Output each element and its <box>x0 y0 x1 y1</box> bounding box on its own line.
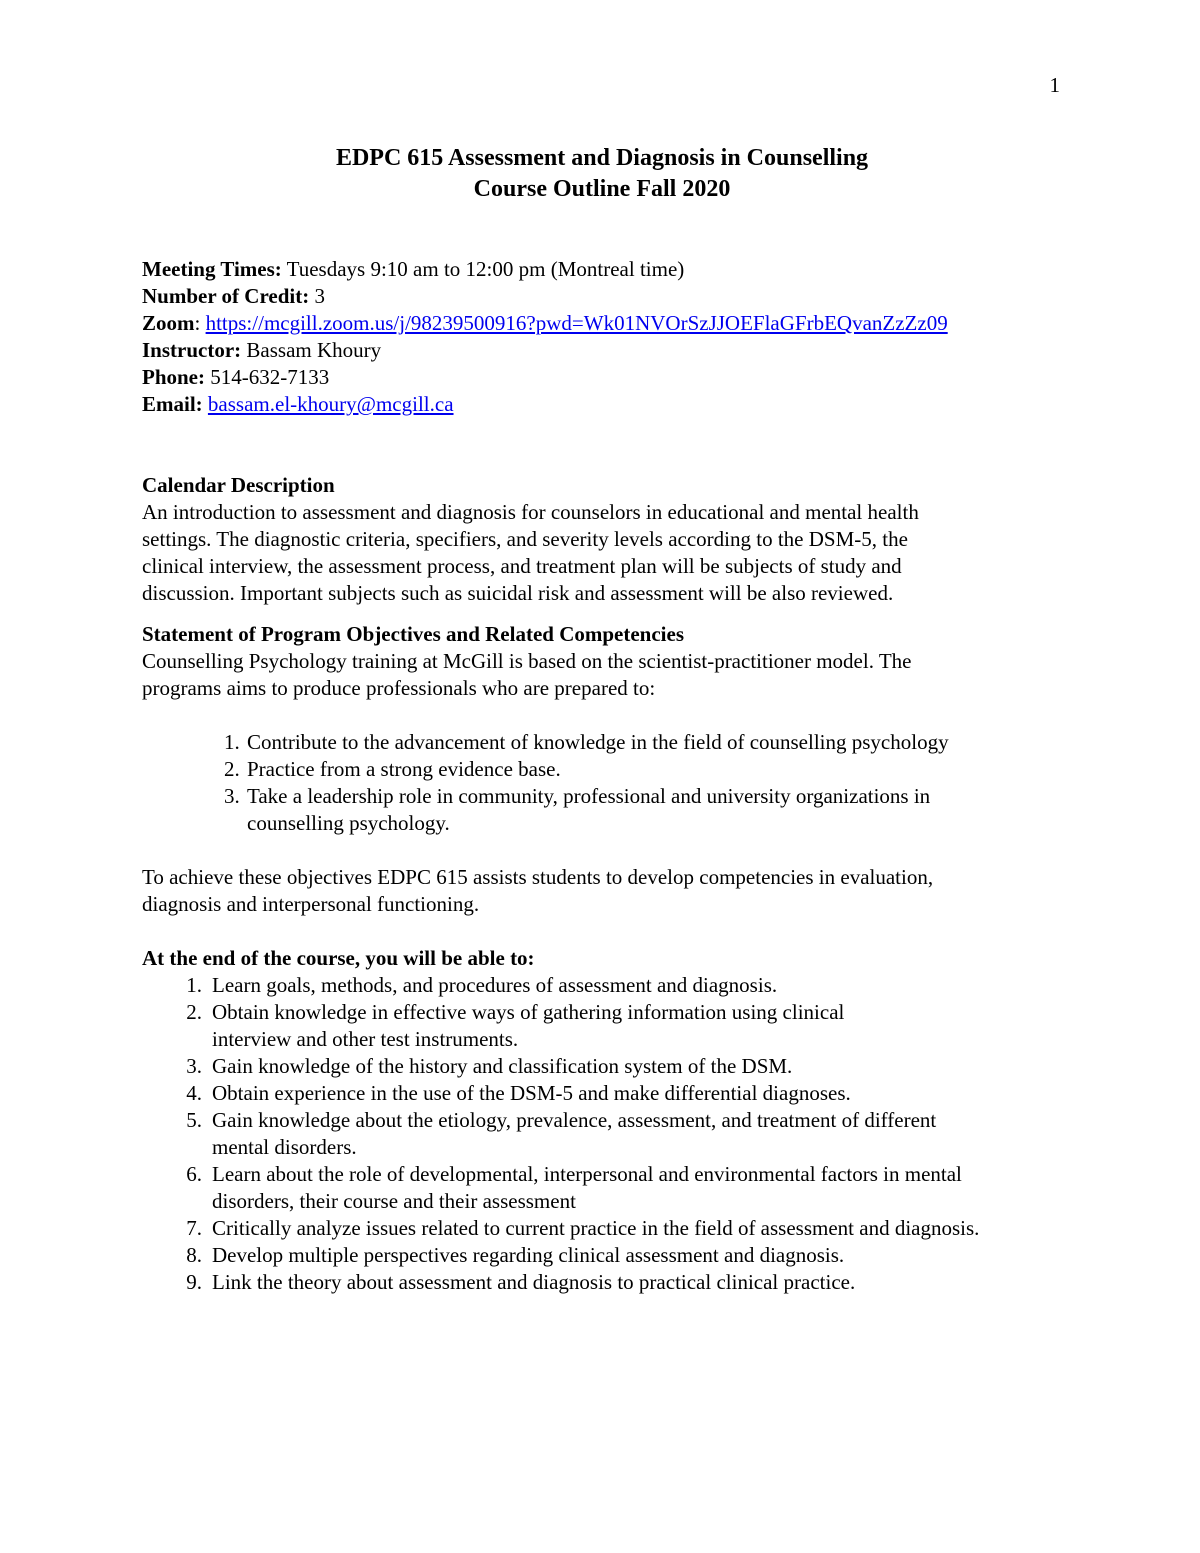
objectives-intro <box>142 648 1062 702</box>
list-item-text: Link the theory about assessment and diagnosis to practical clinical practice. <box>212 1270 856 1294</box>
list-item-text: Learn goals, methods, and procedures of assessment and diagnosis. <box>212 973 778 997</box>
list-item <box>142 1242 1062 1269</box>
list-item <box>142 1161 1062 1215</box>
list-item-text: Gain knowledge of the history and classification system of the DSM. <box>212 1054 793 1078</box>
objectives-intro-line: programs aims to produce professionals who are prepared to: <box>142 676 656 700</box>
title-line-1: EDPC 615 Assessment and Diagnosis in Counselling <box>335 145 869 171</box>
email-label: Email: <box>142 392 203 416</box>
objectives-closing-line: diagnosis and interpersonal functioning. <box>142 892 480 916</box>
list-item <box>142 972 1062 999</box>
list-item-text: interview and other test instruments. <box>212 1027 519 1051</box>
list-number: 7. <box>186 1216 202 1240</box>
list-item-text: Develop multiple perspectives regarding clinical assessment and diagnosis. <box>212 1243 845 1267</box>
list-number: 2. <box>224 757 240 781</box>
credit-value: 3 <box>309 284 325 308</box>
meeting-times-label: Meeting Times: <box>142 257 282 281</box>
list-number: 3. <box>186 1054 202 1078</box>
list-number: 5. <box>186 1108 202 1132</box>
list-number: 8. <box>186 1243 202 1267</box>
list-item-text: Practice from a strong evidence base. <box>247 757 561 781</box>
zoom-separator: : <box>194 311 206 335</box>
list-item-text: counselling psychology. <box>247 811 450 835</box>
calendar-line: discussion. Important subjects such as suicidal risk and assessment will be also reviewed. <box>142 581 894 605</box>
objectives-intro-line: Counselling Psychology training at McGill is based on the scientist-practitioner model. The <box>142 649 912 673</box>
email-link[interactable]: bassam.el-khoury@mcgill.ca <box>207 392 454 416</box>
calendar-line: clinical interview, the assessment process, and treatment plan will be subjects of study and <box>142 554 902 578</box>
list-item <box>142 1080 1062 1107</box>
document-title <box>0 143 1200 205</box>
list-item <box>142 1215 1062 1242</box>
list-item-text: Gain knowledge about the etiology, prevalence, assessment, and treatment of different <box>212 1108 937 1132</box>
email-line <box>142 391 1062 418</box>
list-item <box>142 783 1062 837</box>
instructor-label: Instructor: <box>142 338 242 362</box>
list-item-text: Critically analyze issues related to current practice in the field of assessment and diagnosis. <box>212 1216 980 1240</box>
objectives-closing-line: To achieve these objectives EDPC 615 assists students to develop competencies in evaluation, <box>142 865 934 889</box>
list-item-text: Obtain knowledge in effective ways of gathering information using clinical <box>212 1000 845 1024</box>
zoom-line <box>142 310 1062 337</box>
page-number: 1 <box>1049 73 1060 97</box>
objectives-closing <box>142 864 1062 918</box>
instructor-line <box>142 337 1062 364</box>
list-number: 9. <box>186 1270 202 1294</box>
outcomes-list <box>142 972 1062 1296</box>
list-item <box>142 756 1062 783</box>
objectives-heading: Statement of Program Objectives and Related Competencies <box>142 622 684 646</box>
list-number: 6. <box>186 1162 202 1186</box>
list-item <box>142 1053 1062 1080</box>
list-number: 4. <box>186 1081 202 1105</box>
list-number: 2. <box>186 1000 202 1024</box>
list-item-text: disorders, their course and their assessment <box>212 1189 576 1213</box>
document-body <box>142 256 1062 1296</box>
instructor-value: Bassam Khoury <box>241 338 382 362</box>
title-line-2: Course Outline Fall 2020 <box>473 176 731 202</box>
calendar-description-heading: Calendar Description <box>142 473 335 497</box>
phone-line <box>142 364 1062 391</box>
calendar-line: An introduction to assessment and diagnosis for counselors in educational and mental health <box>142 500 919 524</box>
list-item <box>142 1107 1062 1161</box>
credit-line <box>142 283 1062 310</box>
list-item <box>142 999 1062 1053</box>
zoom-label: Zoom <box>142 311 195 335</box>
list-item-text: Learn about the role of developmental, interpersonal and environmental factors in mental <box>212 1162 962 1186</box>
phone-value: 514-632-7133 <box>205 365 330 389</box>
list-number: 1. <box>186 973 202 997</box>
meeting-times-line <box>142 256 1062 283</box>
zoom-link[interactable]: https://mcgill.zoom.us/j/98239500916?pwd=Wk01NVOrSzJJOEFlaGFrbEQvanZzZz09 <box>205 311 948 335</box>
list-number: 1. <box>224 730 240 754</box>
list-item <box>142 729 1062 756</box>
objectives-list <box>142 729 1062 837</box>
calendar-description-text <box>142 499 1062 607</box>
list-item-text: mental disorders. <box>212 1135 357 1159</box>
list-number: 3. <box>224 784 240 808</box>
calendar-line: settings. The diagnostic criteria, specifiers, and severity levels according to the DSM-5, the <box>142 527 908 551</box>
meeting-times-value: Tuesdays 9:10 am to 12:00 pm (Montreal time) <box>281 257 685 281</box>
list-item-text: Take a leadership role in community, professional and university organizations in <box>247 784 931 808</box>
credit-label: Number of Credit: <box>142 284 310 308</box>
list-item-text: Obtain experience in the use of the DSM-5 and make differential diagnoses. <box>212 1081 851 1105</box>
phone-label: Phone: <box>142 365 205 389</box>
outcomes-heading: At the end of the course, you will be able to: <box>142 946 535 970</box>
list-item-text: Contribute to the advancement of knowledge in the field of counselling psychology <box>247 730 949 754</box>
list-item <box>142 1269 1062 1296</box>
